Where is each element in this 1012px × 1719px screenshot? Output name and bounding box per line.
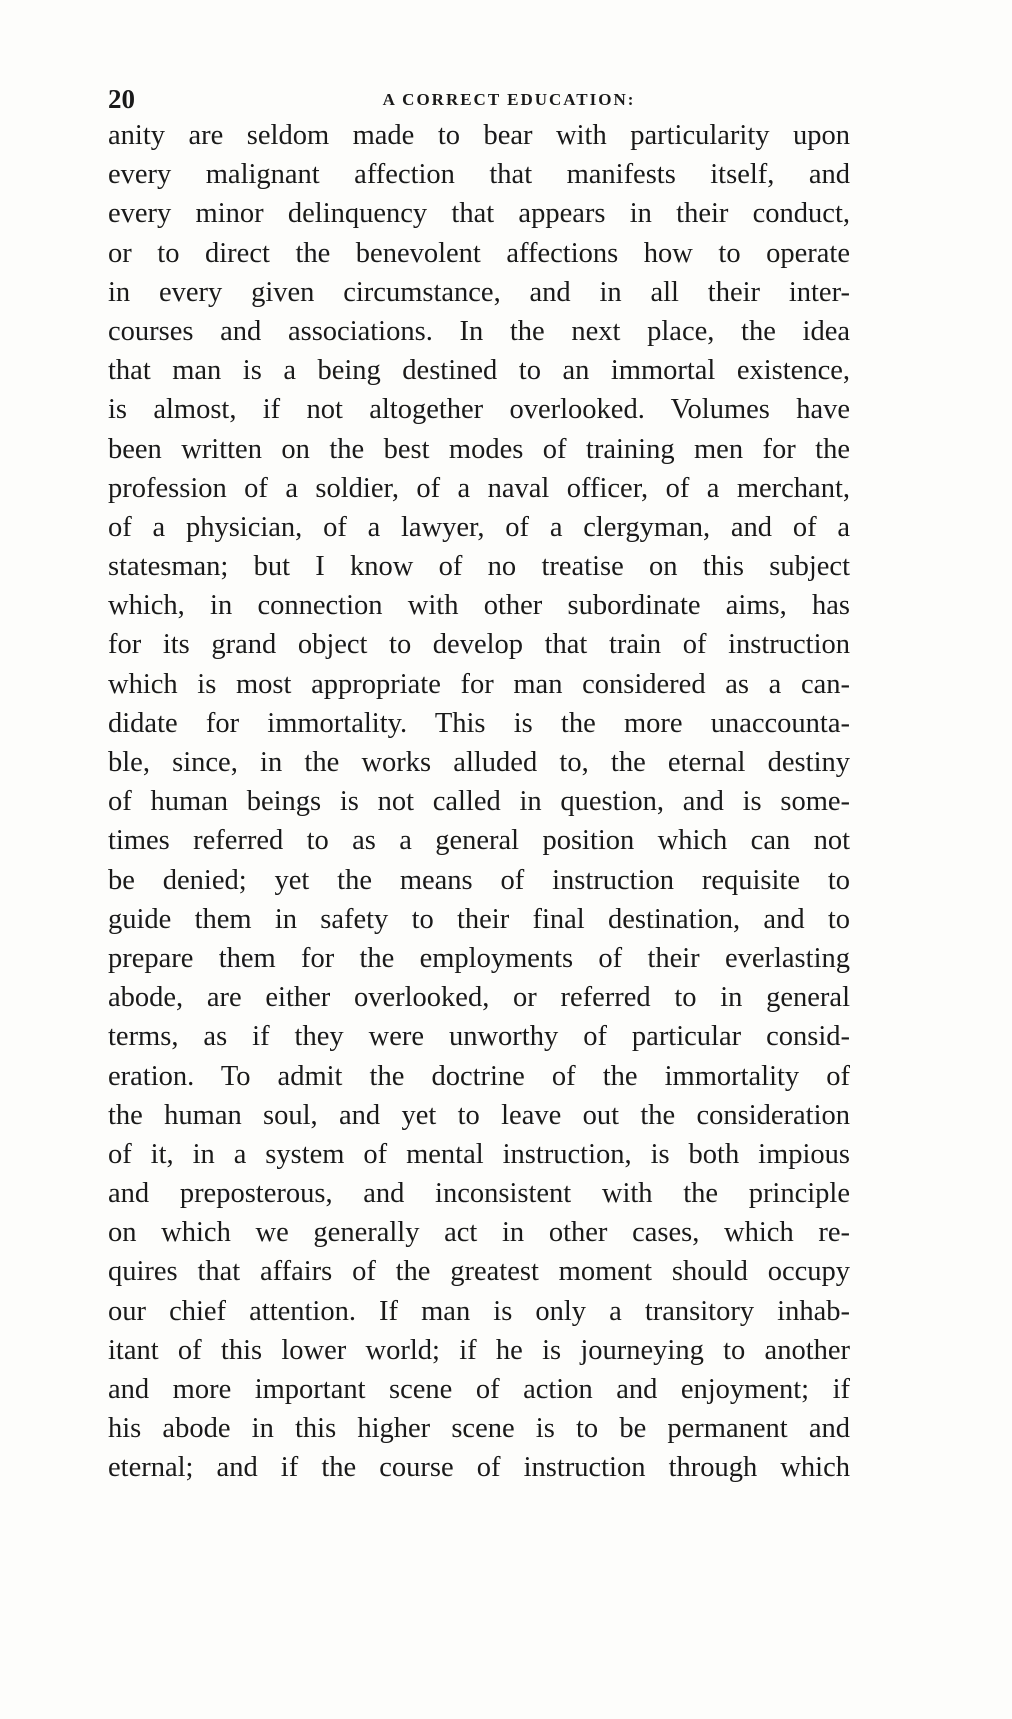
text-line: prepare them for the employments of their everlasting (108, 942, 850, 974)
text-line: in every given circumstance, and in all their inter- (108, 276, 850, 308)
text-line: quires that affairs of the greatest moment should occupy (108, 1256, 850, 1288)
text-line: of a physician, of a lawyer, of a clergyman, and of a (108, 511, 850, 543)
text-line: our chief attention. If man is only a transitory inhab- (108, 1295, 850, 1327)
text-line: that man is a being destined to an immortal existence, (108, 355, 850, 387)
page-body-text (108, 116, 850, 1488)
text-line: itant of this lower world; if he is journeying to another (108, 1334, 850, 1366)
text-line: profession of a soldier, of a naval officer, of a merchant, (108, 472, 850, 504)
text-line: eration. To admit the doctrine of the immortality of (108, 1060, 850, 1092)
text-line: or to direct the benevolent affections how to operate (108, 237, 850, 269)
text-line: ble, since, in the works alluded to, the eternal destiny (108, 747, 850, 778)
text-line: abode, are either overlooked, or referred to in general (108, 982, 850, 1014)
text-line: every minor delinquency that appears in their conduct, (108, 198, 850, 230)
text-line: statesman; but I know of no treatise on this subject (108, 551, 850, 583)
text-line: which is most appropriate for man considered as a can- (108, 668, 850, 700)
text-line: on which we generally act in other cases, which re- (108, 1217, 850, 1249)
text-line: which, in connection with other subordinate aims, has (108, 590, 850, 622)
text-line: is almost, if not altogether overlooked. Volumes have (108, 394, 850, 426)
text-line: courses and associations. In the next place, the idea (108, 315, 850, 347)
text-line: terms, as if they were unworthy of particular consid- (108, 1021, 850, 1053)
text-line: didate for immortality. This is the more unaccounta- (108, 707, 850, 739)
text-line: and more important scene of action and enjoyment; if (108, 1374, 850, 1405)
text-line: of it, in a system of mental instruction, is both impious (108, 1138, 850, 1170)
text-line: for its grand object to develop that train of instruction (108, 629, 850, 661)
text-line: anity are seldom made to bear with particularity upon (108, 120, 850, 151)
text-line: times referred to as a general position which can not (108, 825, 850, 857)
text-line: be denied; yet the means of instruction requisite to (108, 864, 850, 896)
text-line: and preposterous, and inconsistent with the principle (108, 1178, 850, 1210)
text-line: guide them in safety to their final destination, and to (108, 903, 850, 935)
text-line: every malignant affection that manifests itself, and (108, 159, 850, 191)
running-title: A CORRECT EDUCATION: (382, 90, 636, 109)
page-number: 20 (108, 84, 135, 114)
text-line: his abode in this higher scene is to be permanent and (108, 1413, 850, 1445)
page-header (108, 84, 850, 118)
text-line: the human soul, and yet to leave out the consideration (108, 1099, 850, 1131)
text-line: been written on the best modes of training men for the (108, 433, 850, 465)
text-line: of human beings is not called in question, and is some- (108, 786, 850, 818)
text-line: eternal; and if the course of instruction through which (108, 1452, 850, 1484)
